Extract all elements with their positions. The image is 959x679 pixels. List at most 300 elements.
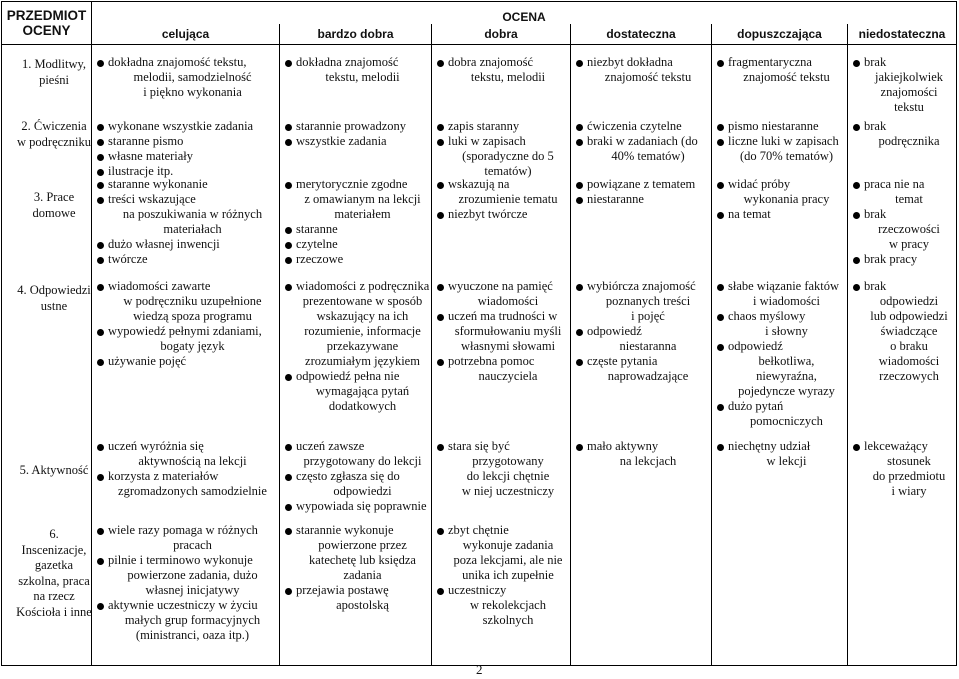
criteria-text: jakiejkolwiek	[874, 70, 944, 84]
criteria-text: wszystkie zadania	[296, 134, 387, 148]
criteria-text: powiązane z tematem	[587, 177, 696, 191]
bullet-icon	[97, 444, 104, 451]
criteria-text: wykonania pracy	[743, 192, 830, 206]
criteria-text: dodatkowych	[328, 399, 397, 413]
bullet-icon	[853, 182, 860, 189]
criteria-text: przejawia postawę	[296, 583, 389, 597]
continuation-line	[434, 454, 568, 469]
continuation-line	[714, 384, 845, 399]
bullet-icon	[576, 197, 583, 204]
bullet-item	[282, 369, 429, 384]
continuation-line	[850, 85, 954, 100]
continuation-line	[850, 484, 954, 499]
bullet-icon	[576, 284, 583, 291]
continuation-line	[850, 369, 954, 384]
continuation-line	[573, 369, 709, 384]
continuation-line	[434, 369, 568, 384]
bullet-icon	[285, 374, 292, 381]
bullet-item	[94, 192, 277, 207]
criteria-text: własnej inicjatywy	[145, 583, 240, 597]
criteria-text: aktywnością na lekcji	[138, 454, 247, 468]
bullet-icon	[97, 124, 104, 131]
continuation-line	[850, 237, 954, 252]
grade-header-bardzo-dobra: bardzo dobra	[280, 24, 432, 45]
bullet-icon	[285, 182, 292, 189]
bullet-icon	[97, 359, 104, 366]
criteria-text: znajomości	[880, 85, 938, 99]
criteria-text: odpowiedź pełna nie	[296, 369, 400, 383]
bullet-icon	[576, 329, 583, 336]
bullet-icon	[97, 603, 104, 610]
continuation-line	[282, 70, 429, 85]
criteria-group	[850, 119, 954, 149]
criteria-group	[434, 523, 568, 628]
criteria-text: brak pracy	[864, 252, 918, 266]
criteria-text: niechętny udział	[728, 439, 811, 453]
criteria-text: częste pytania	[587, 354, 658, 368]
continuation-line	[282, 598, 429, 613]
criteria-text: na poszukiwania w różnych	[122, 207, 263, 221]
criteria-text: na temat	[728, 207, 771, 221]
bullet-icon	[285, 528, 292, 535]
continuation-line	[573, 309, 709, 324]
continuation-line	[94, 613, 277, 628]
criteria-group	[714, 439, 845, 469]
continuation-line	[434, 538, 568, 553]
criteria-text: (ministranci, oaza itp.)	[135, 628, 250, 642]
criteria-text: do lekcji chętnie	[466, 469, 550, 483]
continuation-line	[434, 553, 568, 568]
criteria-group	[850, 177, 954, 267]
criteria-text: przekazywane	[326, 339, 399, 353]
continuation-line	[434, 70, 568, 85]
continuation-line	[850, 134, 954, 149]
bullet-icon	[97, 528, 104, 535]
continuation-line	[94, 454, 277, 469]
criteria-text: aktywnie uczestniczy w życiu	[108, 598, 258, 612]
continuation-line	[94, 339, 277, 354]
criteria-text: rzeczowe	[296, 252, 344, 266]
continuation-line	[282, 207, 429, 222]
continuation-line	[850, 354, 954, 369]
criteria-group	[573, 439, 709, 469]
bullet-icon	[437, 314, 444, 321]
bullet-item	[434, 439, 568, 454]
bullet-item	[573, 439, 709, 454]
continuation-line	[573, 70, 709, 85]
criteria-text: czytelne	[296, 237, 338, 251]
grade-header-celujaca: celująca	[92, 24, 280, 45]
bullet-item	[94, 279, 277, 294]
grade-header-dostateczna: dostateczna	[571, 24, 712, 45]
criteria-text: rzeczowych	[879, 369, 939, 383]
criteria-text: rzeczowości	[878, 222, 940, 236]
bullet-item	[434, 177, 568, 192]
criteria-text: niestaranna	[619, 339, 677, 353]
continuation-line	[94, 309, 277, 324]
criteria-group	[850, 439, 954, 499]
bullet-icon	[576, 359, 583, 366]
criteria-text: sformułowaniu myśli	[454, 324, 562, 338]
criteria-text: wykonane wszystkie zadania	[108, 119, 254, 133]
bullet-item	[282, 177, 429, 192]
bullet-item	[573, 55, 709, 70]
criteria-text: poznanych treści	[605, 294, 691, 308]
criteria-text: apostolską	[336, 598, 389, 612]
criteria-text: liczne luki w zapisach	[728, 134, 839, 148]
category-label: 6. Inscenizacje, gazetka szkolna, praca na rzecz Kościoła i inne	[16, 527, 92, 619]
criteria-text: praca nie na	[864, 177, 925, 191]
criteria-text: starannie wykonuje	[296, 523, 394, 537]
criteria-text: katechetę lub księdza	[309, 553, 416, 567]
continuation-line	[714, 294, 845, 309]
criteria-group	[282, 55, 429, 85]
continuation-line	[94, 222, 277, 237]
category-label: 1. Modlitwy, pieśni	[21, 57, 87, 87]
bullet-item	[94, 252, 277, 267]
criteria-text: odpowiedź	[728, 339, 783, 353]
criteria-text: brak	[864, 207, 887, 221]
column-dobra	[432, 45, 571, 666]
continuation-line	[282, 399, 429, 414]
criteria-group	[434, 439, 568, 499]
criteria-text: wybiórcza znajomość	[587, 279, 696, 293]
continuation-line	[573, 149, 709, 164]
criteria-text: i piękno wykonania	[143, 85, 242, 99]
criteria-text: wypowiedź pełnymi zdaniami,	[108, 324, 262, 338]
criteria-text: w rekolekcjach	[469, 598, 546, 612]
criteria-text: pojedyncze wyrazy	[738, 384, 835, 398]
criteria-text: mało aktywny	[587, 439, 659, 453]
criteria-group	[94, 177, 277, 267]
criteria-text: uczeń ma trudności w	[448, 309, 558, 323]
bullet-item	[282, 523, 429, 538]
bullet-item	[94, 134, 277, 149]
column-niedostateczna	[848, 45, 957, 666]
bullet-icon	[97, 154, 104, 161]
bullet-icon	[717, 212, 724, 219]
category-label: 3. Prace domowe	[32, 190, 76, 220]
continuation-line	[850, 324, 954, 339]
continuation-line	[714, 149, 845, 164]
criteria-text: chaos myślowy	[728, 309, 806, 323]
bullet-icon	[437, 588, 444, 595]
criteria-text: uczeń wyróżnia się	[108, 439, 204, 453]
criteria-text: fragmentaryczna	[728, 55, 812, 69]
criteria-text: brak	[864, 279, 887, 293]
column-celujaca	[92, 45, 280, 666]
continuation-line	[282, 553, 429, 568]
continuation-line	[850, 339, 954, 354]
continuation-line	[282, 384, 429, 399]
criteria-text: niewyraźna,	[756, 369, 817, 383]
criteria-text: unika ich zupełnie	[462, 568, 554, 582]
bullet-item	[94, 523, 277, 538]
continuation-line	[573, 294, 709, 309]
bullet-icon	[576, 139, 583, 146]
criteria-text: starannie prowadzony	[296, 119, 407, 133]
bullet-item	[94, 439, 277, 454]
criteria-text: braki w zadaniach (do	[587, 134, 698, 148]
continuation-line	[850, 454, 954, 469]
criteria-group	[573, 279, 709, 384]
continuation-line	[282, 324, 429, 339]
continuation-line	[94, 70, 277, 85]
bullet-item	[573, 177, 709, 192]
grade-header-dopuszczajaca: dopuszczająca	[712, 24, 848, 45]
criteria-text: luki w zapisach	[448, 134, 526, 148]
criteria-group	[573, 55, 709, 85]
criteria-text: twórcze	[108, 252, 148, 266]
continuation-line	[434, 192, 568, 207]
criteria-text: powierzone przez	[318, 538, 407, 552]
continuation-line	[434, 149, 568, 164]
continuation-line	[434, 324, 568, 339]
criteria-text: własnymi słowami	[460, 339, 556, 353]
bullet-item	[714, 309, 845, 324]
continuation-line	[282, 354, 429, 369]
criteria-text: zrozumienie tematu	[458, 192, 558, 206]
criteria-text: podręcznika	[878, 134, 940, 148]
bullet-icon	[285, 139, 292, 146]
criteria-group	[282, 523, 429, 613]
bullet-item	[94, 177, 277, 192]
bullet-icon	[285, 504, 292, 511]
bullet-icon	[437, 528, 444, 535]
bullet-icon	[285, 474, 292, 481]
criteria-group	[94, 119, 277, 179]
bullet-item	[94, 553, 277, 568]
bullet-icon	[97, 474, 104, 481]
criteria-text: pomocniczych	[750, 414, 823, 428]
criteria-group	[850, 279, 954, 384]
continuation-line	[434, 469, 568, 484]
column-dostateczna	[571, 45, 712, 666]
continuation-line	[714, 369, 845, 384]
bullet-item	[282, 237, 429, 252]
criteria-group	[94, 439, 277, 499]
criteria-text: dokładna znajomość tekstu,	[108, 55, 247, 69]
criteria-text: uczestniczy	[448, 583, 507, 597]
criteria-text: wiadomości	[477, 294, 539, 308]
bullet-item	[850, 439, 954, 454]
criteria-text: nauczyciela	[478, 369, 538, 383]
bullet-item	[94, 598, 277, 613]
continuation-line	[850, 294, 954, 309]
criteria-group	[573, 119, 709, 164]
criteria-text: temat	[895, 192, 923, 206]
criteria-text: przygotowany do lekcji	[303, 454, 422, 468]
bullet-item	[282, 119, 429, 134]
continuation-line	[434, 484, 568, 499]
bullet-icon	[285, 227, 292, 234]
criteria-text: widać próby	[728, 177, 791, 191]
bullet-icon	[285, 60, 292, 67]
criteria-text: brak	[864, 55, 887, 69]
criteria-group	[714, 279, 845, 429]
bullet-icon	[853, 212, 860, 219]
bullet-icon	[853, 284, 860, 291]
bullet-icon	[853, 257, 860, 264]
criteria-text: korzysta z materiałów	[108, 469, 219, 483]
bullet-icon	[576, 182, 583, 189]
criteria-text: świadczące	[880, 324, 938, 338]
bullet-icon	[285, 284, 292, 291]
criteria-text: prezentowane w sposób	[302, 294, 423, 308]
criteria-text: wiadomości zawarte	[108, 279, 211, 293]
bullet-item	[282, 55, 429, 70]
criteria-text: wiedzą spoza programu	[133, 309, 252, 323]
criteria-text: dobra znajomość	[448, 55, 534, 69]
bullet-item	[573, 192, 709, 207]
bullet-icon	[437, 139, 444, 146]
criteria-text: tematów)	[484, 164, 532, 178]
criteria-text: wykonuje zadania	[462, 538, 554, 552]
continuation-line	[434, 339, 568, 354]
bullet-item	[434, 523, 568, 538]
continuation-line	[850, 469, 954, 484]
bullet-icon	[97, 60, 104, 67]
criteria-text: w niej uczestniczy	[461, 484, 555, 498]
bullet-icon	[576, 444, 583, 451]
continuation-line	[282, 339, 429, 354]
continuation-line	[94, 207, 277, 222]
criteria-text: często zgłasza się do	[296, 469, 400, 483]
bullet-item	[434, 207, 568, 222]
bullet-item	[850, 279, 954, 294]
continuation-line	[94, 538, 277, 553]
bullet-item	[714, 339, 845, 354]
continuation-line	[282, 568, 429, 583]
criteria-text: własne materiały	[108, 149, 194, 163]
bullet-icon	[97, 182, 104, 189]
criteria-text: bogaty język	[160, 339, 225, 353]
bullet-icon	[97, 257, 104, 264]
bullet-item	[714, 439, 845, 454]
bullet-item	[573, 134, 709, 149]
ocena-header: OCENA	[92, 2, 957, 24]
criteria-text: wymagająca pytań	[315, 384, 410, 398]
criteria-group	[94, 523, 277, 643]
bullet-icon	[285, 257, 292, 264]
criteria-group	[434, 279, 568, 384]
criteria-text: tekstu, melodii	[325, 70, 400, 84]
criteria-text: uczeń zawsze	[296, 439, 365, 453]
criteria-group	[434, 119, 568, 179]
criteria-text: ćwiczenia czytelne	[587, 119, 682, 133]
category-label: 4. Odpowiedzi ustne	[17, 283, 91, 313]
criteria-text: w podręczniku uzupełnione	[123, 294, 262, 308]
bullet-icon	[97, 169, 104, 176]
category-column	[2, 45, 92, 666]
criteria-text: wiele razy pomaga w różnych	[108, 523, 258, 537]
criteria-text: staranne pismo	[108, 134, 184, 148]
criteria-text: wskazujący na ich	[316, 309, 409, 323]
bullet-item	[573, 324, 709, 339]
criteria-group	[434, 177, 568, 222]
criteria-text: i słowny	[765, 324, 808, 338]
criteria-text: staranne wykonanie	[108, 177, 208, 191]
bullet-item	[94, 55, 277, 70]
grading-table-container	[1, 1, 956, 665]
bullet-icon	[97, 284, 104, 291]
bullet-item	[434, 354, 568, 369]
bullet-icon	[97, 139, 104, 146]
continuation-line	[434, 598, 568, 613]
criteria-text: w pracy	[889, 237, 929, 251]
continuation-line	[434, 568, 568, 583]
bullet-icon	[437, 124, 444, 131]
bullet-item	[94, 149, 277, 164]
continuation-line	[282, 294, 429, 309]
column-bardzo-dobra	[280, 45, 432, 666]
bullet-item	[94, 237, 277, 252]
continuation-line	[714, 324, 845, 339]
criteria-group	[434, 55, 568, 85]
criteria-text: potrzebna pomoc	[448, 354, 535, 368]
criteria-text: dużo pytań	[728, 399, 784, 413]
criteria-text: niezbyt twórcze	[448, 207, 528, 221]
criteria-group	[282, 439, 429, 514]
criteria-text: małych grup formacyjnych	[124, 613, 261, 627]
bullet-item	[850, 119, 954, 134]
criteria-text: niestaranne	[587, 192, 644, 206]
bullet-item	[94, 119, 277, 134]
bullet-item	[850, 207, 954, 222]
criteria-text: stara się być	[448, 439, 510, 453]
criteria-group	[94, 55, 277, 100]
column-dopuszczajaca	[712, 45, 848, 666]
bullet-item	[282, 469, 429, 484]
bullet-item	[714, 134, 845, 149]
continuation-line	[714, 354, 845, 369]
subject-header	[2, 2, 92, 45]
category-label: 2. Ćwiczenia w podręczniku	[17, 119, 91, 149]
continuation-line	[714, 454, 845, 469]
continuation-line	[573, 454, 709, 469]
criteria-text: wiadomości z podręcznika	[296, 279, 430, 293]
bullet-item	[434, 583, 568, 598]
continuation-line	[434, 613, 568, 628]
criteria-group	[94, 279, 277, 369]
criteria-text: rozumienie, informacje	[304, 324, 421, 338]
bullet-icon	[717, 60, 724, 67]
bullet-item	[434, 134, 568, 149]
bullet-icon	[717, 404, 724, 411]
criteria-group	[282, 279, 429, 414]
subject-header-line1: PRZEDMIOT	[6, 8, 87, 23]
criteria-text: powierzone zadania, dużo	[127, 568, 258, 582]
criteria-text: tekstu	[894, 100, 924, 114]
bullet-icon	[285, 242, 292, 249]
bullet-icon	[717, 139, 724, 146]
criteria-group	[282, 119, 429, 149]
criteria-group	[282, 177, 429, 267]
bullet-icon	[717, 314, 724, 321]
bullet-item	[714, 207, 845, 222]
criteria-text: 40% tematów)	[611, 149, 685, 163]
bullet-icon	[97, 558, 104, 565]
bullet-icon	[437, 60, 444, 67]
bullet-item	[850, 177, 954, 192]
continuation-line	[94, 85, 277, 100]
criteria-text: znajomość tekstu	[743, 70, 830, 84]
bullet-icon	[853, 60, 860, 67]
criteria-text: lub odpowiedzi	[870, 309, 948, 323]
criteria-text: materiałach	[163, 222, 222, 236]
criteria-text: pilnie i terminowo wykonuje	[108, 553, 253, 567]
bullet-icon	[437, 359, 444, 366]
